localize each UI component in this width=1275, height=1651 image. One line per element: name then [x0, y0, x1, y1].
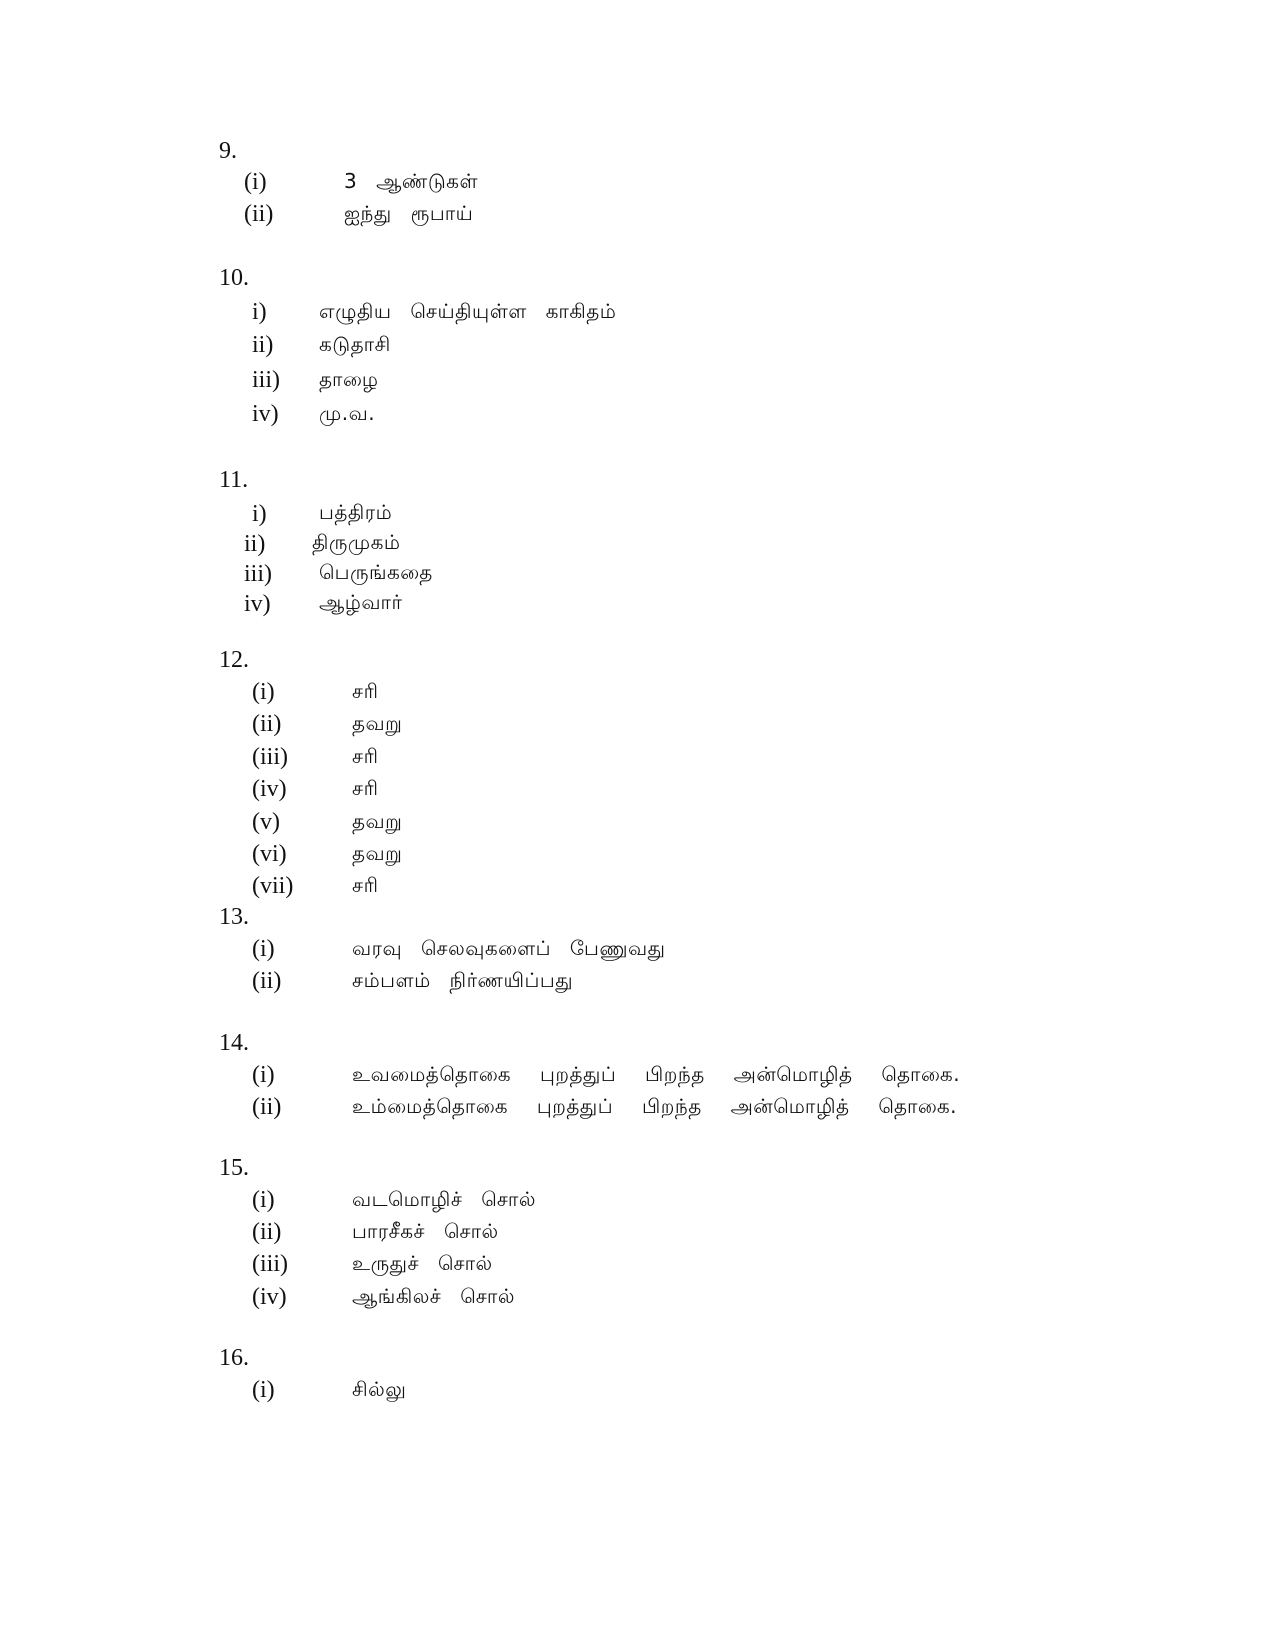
item-label: (ii) [252, 1094, 282, 1120]
item-label: i) [252, 299, 267, 325]
item-answer: தாழை [319, 367, 379, 391]
item-label: (ii) [252, 711, 282, 737]
item-answer: ஐந்து ரூபாய் [344, 201, 474, 225]
item-label: iv) [244, 591, 271, 617]
question-number: 15. [219, 1155, 249, 1181]
question-number: 11. [219, 467, 249, 493]
item-answer: சம்பளம் நிர்ணயிப்பது [352, 968, 574, 992]
item-label: ii) [252, 332, 274, 358]
item-label: (i) [252, 679, 275, 705]
item-label: iii) [244, 561, 272, 587]
item-answer: கடுதாசி [319, 332, 391, 356]
item-label: (vi) [252, 841, 287, 867]
item-label: (iii) [252, 1251, 288, 1277]
item-answer: பாரசீகச் சொல் [352, 1219, 499, 1243]
item-label: iv) [252, 401, 279, 427]
item-answer: ஆழ்வார் [319, 590, 403, 614]
item-label: (i) [252, 1062, 275, 1088]
question-number: 9. [219, 138, 237, 164]
item-answer: உம்மைத்தொகை புறத்துப் பிறந்த அன்மொழித் தொகை. [352, 1094, 958, 1118]
item-answer: தவறு [352, 841, 403, 865]
item-answer: தவறு [352, 711, 403, 735]
item-answer: பத்திரம் [319, 500, 393, 524]
item-answer: தவறு [352, 809, 403, 833]
item-answer: உருதுச் சொல் [352, 1251, 493, 1275]
item-label: (iv) [252, 776, 287, 802]
item-label: (i) [252, 1187, 275, 1213]
item-label: (i) [252, 1377, 275, 1403]
item-label: (iii) [252, 744, 288, 770]
item-answer: வரவு செலவுகளைப் பேணுவது [352, 936, 666, 960]
item-answer: சில்லு [352, 1377, 407, 1401]
item-answer: சரி [352, 873, 379, 897]
question-number: 16. [219, 1345, 249, 1371]
question-number: 14. [219, 1030, 249, 1056]
item-label: (ii) [252, 1219, 282, 1245]
item-label: (v) [252, 809, 280, 835]
question-number: 12. [219, 647, 249, 673]
item-label: (iv) [252, 1284, 287, 1310]
item-answer: 3 ஆண்டுகள் [344, 169, 479, 193]
item-answer: வடமொழிச் சொல் [352, 1187, 536, 1211]
item-label: (vii) [252, 873, 294, 899]
item-answer: எழுதிய செய்தியுள்ள காகிதம் [319, 299, 617, 323]
item-answer: திருமுகம் [312, 530, 401, 554]
item-answer: பெருங்கதை [319, 560, 433, 584]
question-number: 10. [219, 265, 249, 291]
item-answer: சரி [352, 744, 379, 768]
item-label: i) [252, 501, 267, 527]
item-answer: உவமைத்தொகை புறத்துப் பிறந்த அன்மொழித் தொகை. [352, 1062, 961, 1086]
item-label: (i) [252, 936, 275, 962]
item-answer: சரி [352, 679, 379, 703]
item-answer: மு.வ. [319, 401, 376, 425]
item-answer: ஆங்கிலச் சொல் [352, 1284, 515, 1308]
question-number: 13. [219, 904, 249, 930]
item-label: (ii) [252, 968, 282, 994]
item-label: (ii) [244, 201, 274, 227]
item-label: iii) [252, 367, 280, 393]
item-label: (i) [244, 169, 267, 195]
item-answer: சரி [352, 776, 379, 800]
item-label: ii) [244, 531, 266, 557]
